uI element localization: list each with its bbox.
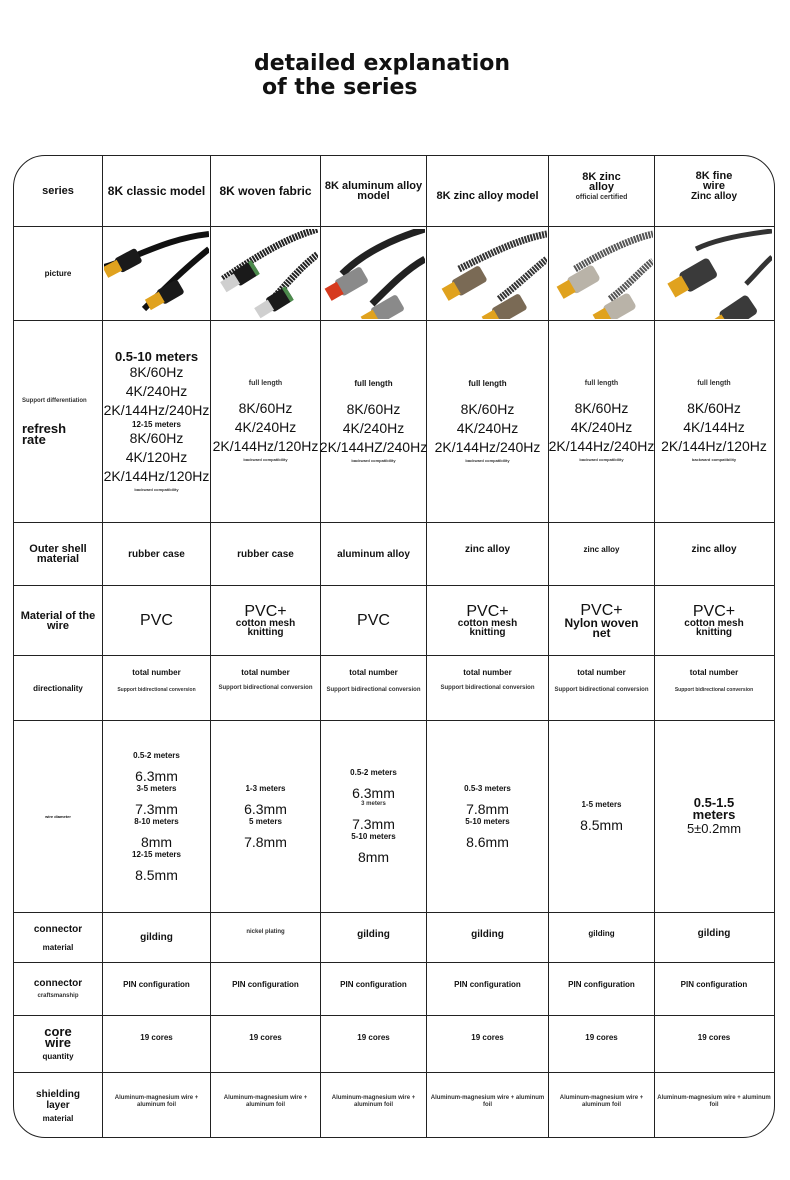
wire-material-main: PVC+ [244, 602, 287, 620]
diameter-length: 8-10 meters [134, 816, 179, 826]
refresh-value: 8K/60Hz [238, 400, 293, 416]
length-range: full length [584, 380, 619, 387]
direction-top: total number [463, 668, 512, 677]
series-name: 8K classic model [107, 184, 206, 198]
wire-material [549, 586, 654, 655]
refresh-value: 8K/60Hz [574, 400, 629, 416]
directionality-cell [103, 656, 210, 720]
series-subtitle: Zinc alloy [690, 190, 738, 202]
row-label-refresh [14, 321, 102, 522]
direction-sub: Support bidirectional conversion [674, 687, 754, 693]
diameter-cell [655, 721, 773, 912]
core-label-3: quantity [42, 1052, 74, 1061]
core-count: 19 cores [471, 1032, 504, 1042]
row-label-outer-shell: Outer shell material [29, 543, 87, 565]
hdmi-cable-icon [322, 229, 425, 319]
refresh-cell [321, 321, 426, 522]
compat-note: backward compatibility [579, 457, 624, 462]
directionality-cell [211, 656, 320, 720]
series-name: 8K woven fabric [219, 184, 312, 198]
directionality-cell [321, 656, 426, 720]
length-range: full length [354, 379, 393, 388]
row-label-shielding [14, 1073, 102, 1138]
diameter-cell [211, 721, 320, 912]
shield-material: Aluminum-magnesium wire + aluminum foil [331, 1095, 416, 1108]
compat-note: backward compatibility [134, 486, 179, 492]
series-title: 8K zinc alloy [582, 170, 621, 193]
title-line-1: detailed explanation [254, 51, 511, 76]
wire-material-main: PVC [357, 611, 390, 629]
core-label-2: wire [44, 1035, 71, 1050]
title-line-2: of the series [262, 75, 418, 100]
shell-material: zinc alloy [583, 544, 620, 554]
diameter-cell [321, 721, 426, 912]
shell-material: zinc alloy [691, 543, 737, 555]
shell-material: rubber case [237, 548, 294, 560]
pin-configuration: PIN configuration [680, 979, 748, 989]
shield-label-1: shielding [36, 1088, 80, 1100]
diameter-value: 8mm [357, 849, 390, 865]
direction-top: total number [132, 668, 181, 677]
direction-sub: Support bidirectional conversion [554, 687, 649, 693]
connector-material-label-1: connector [33, 923, 83, 935]
shield-label-2: layer [46, 1099, 70, 1111]
pin-configuration: PIN configuration [232, 979, 299, 989]
diameter-length: 1-5 meters [581, 800, 622, 809]
diameter-value: 8mm [140, 833, 173, 850]
compat-note: backward compatibility [465, 458, 510, 463]
refresh-cell [103, 321, 210, 522]
length-range: full length [697, 380, 731, 387]
hdmi-cable-icon [429, 229, 547, 319]
hdmi-cable-icon [104, 229, 209, 319]
cable-image-aluminum [321, 227, 426, 320]
shield-material: Aluminum-magnesium wire + aluminum foil [430, 1095, 545, 1108]
diameter-length: 0.5-1.5 meters [692, 795, 736, 822]
support-diff-label: Support differentiation [22, 398, 87, 404]
length-range: 0.5-10 meters [114, 348, 199, 364]
row-label-series: series [42, 185, 74, 197]
wire-material-main: PVC+ [692, 602, 736, 620]
shield-material: Aluminum-magnesium wire + aluminum foil [114, 1095, 199, 1108]
core-label-1: core [44, 1024, 72, 1039]
wire-material [103, 586, 210, 655]
wire-material [321, 586, 426, 655]
refresh-value: 8K/60Hz [687, 400, 741, 416]
series-name: 8K zinc alloy model [436, 190, 539, 202]
core-count: 19 cores [585, 1032, 618, 1042]
refresh-cell [549, 321, 654, 522]
row-label-wire-material: Material of the wire [20, 609, 96, 632]
wire-material-sub: cotton mesh knitting [684, 617, 744, 638]
directionality-cell [655, 656, 773, 720]
row-label-directionality: directionality [33, 683, 83, 693]
refresh-value: 2K/144Hz/120Hz [103, 467, 210, 484]
refresh-value: 2K/144Hz/240Hz [548, 438, 655, 454]
core-count: 19 cores [697, 1032, 731, 1042]
diameter-length: 5-10 meters [465, 816, 510, 826]
refresh-value: 2K/144Hz/240Hz [103, 401, 210, 418]
connector-material-label-2: material [42, 942, 74, 952]
shield-material: Aluminum-magnesium wire + aluminum foil [657, 1095, 771, 1108]
shield-label-3: material [42, 1113, 74, 1123]
diameter-value: 8.5mm [580, 817, 623, 833]
diameter-length: 0.5-2 meters [133, 750, 180, 760]
connector-material: gilding [697, 927, 731, 939]
diameter-value: 7.3mm [135, 800, 178, 817]
connector-material: nickel plating [246, 928, 285, 935]
series-title: 8K fine wire [695, 169, 733, 192]
connector-material: gilding [471, 929, 504, 940]
row-label-wire-diameter: wire diameter [45, 814, 71, 819]
wire-material-main: PVC [140, 611, 173, 629]
refresh-value: 2K/144Hz/120Hz [661, 438, 767, 454]
core-count: 19 cores [140, 1032, 173, 1042]
row-label-connector-material [14, 913, 102, 962]
shield-material: Aluminum-magnesium wire + aluminum foil [223, 1095, 308, 1108]
shell-material: zinc alloy [464, 543, 510, 555]
wire-material-main: PVC+ [466, 602, 509, 620]
refresh-cell [427, 321, 548, 522]
diameter-length: 3-5 meters [136, 783, 177, 793]
direction-sub: Support bidirectional conversion [440, 685, 535, 691]
hdmi-cable-icon [213, 229, 318, 319]
compat-note: backward compatibility [351, 458, 396, 463]
row-label-core-quantity [14, 1016, 102, 1072]
series-name [549, 156, 654, 216]
cable-image-woven [211, 227, 320, 320]
pin-configuration: PIN configuration [123, 979, 190, 989]
direction-top: total number [349, 668, 398, 677]
diameter-length: 12-15 meters [132, 849, 181, 859]
diameter-cell [103, 721, 210, 912]
shell-material: rubber case [128, 548, 185, 560]
wire-material [655, 586, 773, 655]
direction-top: total number [689, 668, 739, 677]
diameter-value: 6.3mm [135, 767, 178, 784]
diameter-length: 0.5-3 meters [464, 783, 511, 793]
connector-material: gilding [140, 932, 173, 943]
diameter-value: 7.8mm [244, 833, 287, 850]
row-label-connector-craft [14, 963, 102, 1015]
series-name: 8K aluminum alloy model [324, 180, 423, 202]
wire-material-sub: Nylon woven net [564, 615, 639, 640]
core-count: 19 cores [249, 1032, 282, 1042]
diameter-length: 5-10 meters [351, 832, 396, 841]
compat-note: backward compatibility [243, 457, 288, 462]
diameter-value: 8.6mm [466, 833, 509, 850]
refresh-cell [211, 321, 320, 522]
diameter-length: 3 meters [361, 801, 386, 807]
connector-craft-label-1: connector [33, 978, 83, 989]
diameter-value: 8.5mm [135, 866, 178, 883]
shell-material: aluminum alloy [337, 548, 410, 560]
row-label-picture: picture [44, 269, 72, 278]
refresh-cell [655, 321, 773, 522]
refresh-value: 4K/240Hz [342, 420, 405, 436]
refresh-value: 8K/60Hz [460, 401, 515, 417]
series-name [655, 156, 773, 216]
diameter-value: 7.8mm [466, 800, 509, 817]
diameter-value: 6.3mm [352, 785, 395, 801]
series-subtitle: official certified [575, 193, 628, 201]
wire-material [427, 586, 548, 655]
length-range: full length [468, 379, 507, 388]
diameter-length: 5 meters [249, 816, 282, 826]
refresh-value: 8K/60Hz [129, 363, 184, 380]
diameter-value: 5±0.2mm [686, 821, 742, 836]
refresh-value: 8K/60Hz [346, 401, 401, 417]
pin-configuration: PIN configuration [340, 979, 407, 989]
cable-image-classic [103, 227, 210, 320]
diameter-value: 6.3mm [244, 800, 287, 817]
shield-material: Aluminum-magnesium wire + aluminum foil [559, 1095, 644, 1108]
directionality-cell [549, 656, 654, 720]
refresh-value: 4K/144Hz [683, 419, 745, 435]
cable-image-fine-wire [655, 227, 773, 320]
diameter-cell [427, 721, 548, 912]
pin-configuration: PIN configuration [454, 979, 521, 989]
wire-material [211, 586, 320, 655]
refresh-value: 4K/240Hz [570, 419, 633, 435]
refresh-value: 4K/240Hz [456, 420, 519, 436]
diameter-value: 7.3mm [352, 816, 395, 832]
diameter-length: 1-3 meters [245, 783, 286, 793]
direction-sub: Support bidirectional conversion [218, 685, 313, 691]
length-range: 12-15 meters [132, 419, 181, 429]
refresh-value: 4K/240Hz [125, 382, 188, 399]
cable-image-zinc [427, 227, 548, 320]
wire-material-main: PVC+ [580, 601, 623, 619]
refresh-value: 2K/144Hz/120Hz [212, 438, 319, 454]
wire-material-sub: cotton mesh knitting [457, 617, 518, 638]
direction-sub: Support bidirectional conversion [326, 687, 421, 693]
diameter-cell [549, 721, 654, 912]
connector-craft-label-2: craftsmanship [37, 993, 79, 999]
connector-material: gilding [357, 929, 390, 940]
refresh-value: 4K/240Hz [234, 419, 297, 435]
cable-image-zinc-certified [549, 227, 654, 320]
refresh-rate-label: refresh rate [22, 421, 67, 447]
refresh-value: 8K/60Hz [129, 429, 184, 446]
length-range: full length [248, 380, 283, 387]
wire-material-sub: cotton mesh knitting [235, 617, 296, 638]
refresh-value: 2K/144Hz/240Hz [434, 439, 541, 455]
compat-note: backward compatibility [691, 457, 737, 462]
connector-material: gilding [588, 928, 615, 938]
hdmi-cable-icon [656, 229, 772, 319]
refresh-value: 4K/120Hz [125, 448, 188, 465]
page-title [254, 52, 510, 100]
direction-top: total number [577, 668, 626, 677]
pin-configuration: PIN configuration [568, 979, 635, 989]
direction-sub: Support bidirectional conversion [117, 687, 196, 693]
direction-top: total number [241, 668, 290, 677]
hdmi-cable-icon [550, 229, 653, 319]
refresh-value: 2K/144HZ/240Hz [319, 439, 428, 455]
diameter-length: 0.5-2 meters [350, 768, 397, 777]
core-count: 19 cores [357, 1032, 390, 1042]
directionality-cell [427, 656, 548, 720]
